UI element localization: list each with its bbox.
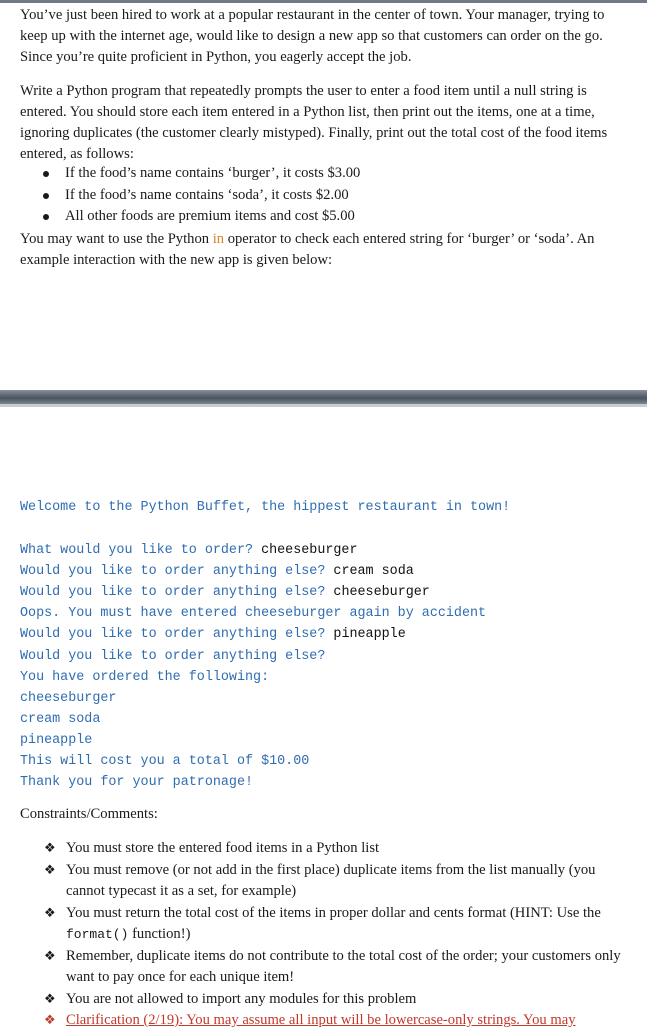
console-welcome-line: Welcome to the Python Buffet, the hippest restaurant in town! (20, 500, 511, 515)
diamond-bullet-icon: ❖ (44, 1013, 56, 1028)
console-user-input: cheeseburger (261, 543, 358, 558)
console-prompt: pineapple (20, 732, 93, 748)
bullet-dot-icon (43, 214, 49, 220)
console-user-input: pineapple (333, 627, 406, 643)
console-user-input: cheeseburger (333, 585, 430, 601)
diamond-bullet-icon: ❖ (44, 862, 56, 878)
constraints-list (0, 838, 647, 1032)
console-line (20, 730, 92, 751)
diamond-bullet-icon: ❖ (44, 905, 56, 921)
task-paragraph: Write a Python program that repeatedly prompts the user to enter a food item until a null string is entered. You should store each item entered in a Python list, then print out the items, one at a time, ignoring duplicates (the customer clearly mistyped). Finally, print out the total cost of the food items entered, as follows: (20, 83, 608, 162)
clarification-item: ❖ Clarification (2/19): You may assume all input will be lowercase-only strings. You may (0, 1010, 647, 1032)
console-line (20, 772, 253, 793)
constraint-item: ❖ You must store the entered food items in a Python list (0, 838, 647, 860)
price-item-premium: All other foods are premium items and cost $5.00 (0, 206, 647, 228)
console-prompt: This will cost you a total of $10.00 (20, 754, 310, 769)
intro-paragraph: You’ve just been hired to work at a popular restaurant in the center of town. Your manager, trying to keep up with the internet age, would like to design a new app so that customers can order on the go. Since you’re quite proficient in Python, you eagerly accept the job. (20, 7, 605, 65)
constraints-heading: Constraints/Comments: (20, 806, 158, 822)
top-rule (0, 0, 647, 3)
console-line (20, 688, 116, 709)
console-prompt: Oops. You must have entered cheeseburger again by accident (20, 606, 487, 622)
console-prompt: Thank you for your patronage! (20, 775, 254, 791)
format-function-code: format() (66, 927, 129, 942)
diamond-bullet-icon: ❖ (44, 841, 56, 856)
price-item-soda: If the food’s name contains ‘soda’, it costs $2.00 (0, 185, 647, 207)
bullet-dot-icon (43, 171, 49, 177)
console-line (20, 582, 430, 603)
console-prompt: cheeseburger (20, 690, 117, 706)
console-line (20, 603, 486, 624)
console-user-input: cream soda (333, 564, 414, 580)
price-list (0, 163, 647, 228)
console-prompt: You have ordered the following: (20, 669, 270, 685)
diamond-bullet-icon: ❖ (44, 948, 56, 964)
diamond-bullet-icon: ❖ (44, 991, 56, 1007)
console-prompt: Would you like to order anything else? (20, 585, 334, 601)
constraint-item: ❖ You are not allowed to import any modules for this problem (0, 989, 647, 1011)
constraint-item: ❖ Remember, duplicate items do not contribute to the total cost of the order; your customers only want to pay once for each unique item! (44, 947, 621, 985)
console-prompt: Would you like to order anything else? (20, 627, 334, 643)
bullet-dot-icon (43, 193, 49, 199)
console-prompt: Would you like to order anything else? (20, 648, 326, 664)
constraint-item: ❖ You must return the total cost of the items in proper dollar and cents format (HINT: Use the format() function!) (44, 904, 601, 942)
in-keyword: in (212, 231, 225, 247)
console-prompt: cream soda (20, 711, 101, 727)
price-item-burger: If the food’s name contains ‘burger’, it costs $3.00 (0, 163, 647, 185)
console-line (20, 751, 309, 772)
hint-paragraph: You may want to use the Python in operator to check each entered string for ‘burger’ or ‘soda’. An example interaction with the new app is given below: (20, 231, 595, 268)
console-prompt: Would you like to order anything else? (20, 564, 334, 580)
constraint-item: ❖ You must remove (or not add in the first place) duplicate items from the list manually (you cannot typecast it as a set, for example) (44, 861, 596, 899)
console-line (20, 540, 358, 561)
console-prompt: What would you like to order? (20, 543, 262, 558)
console-line (20, 646, 325, 667)
console-line (20, 667, 269, 688)
console-line (20, 561, 414, 582)
console-line (20, 624, 406, 645)
page-divider (0, 390, 647, 404)
console-line (20, 709, 100, 730)
